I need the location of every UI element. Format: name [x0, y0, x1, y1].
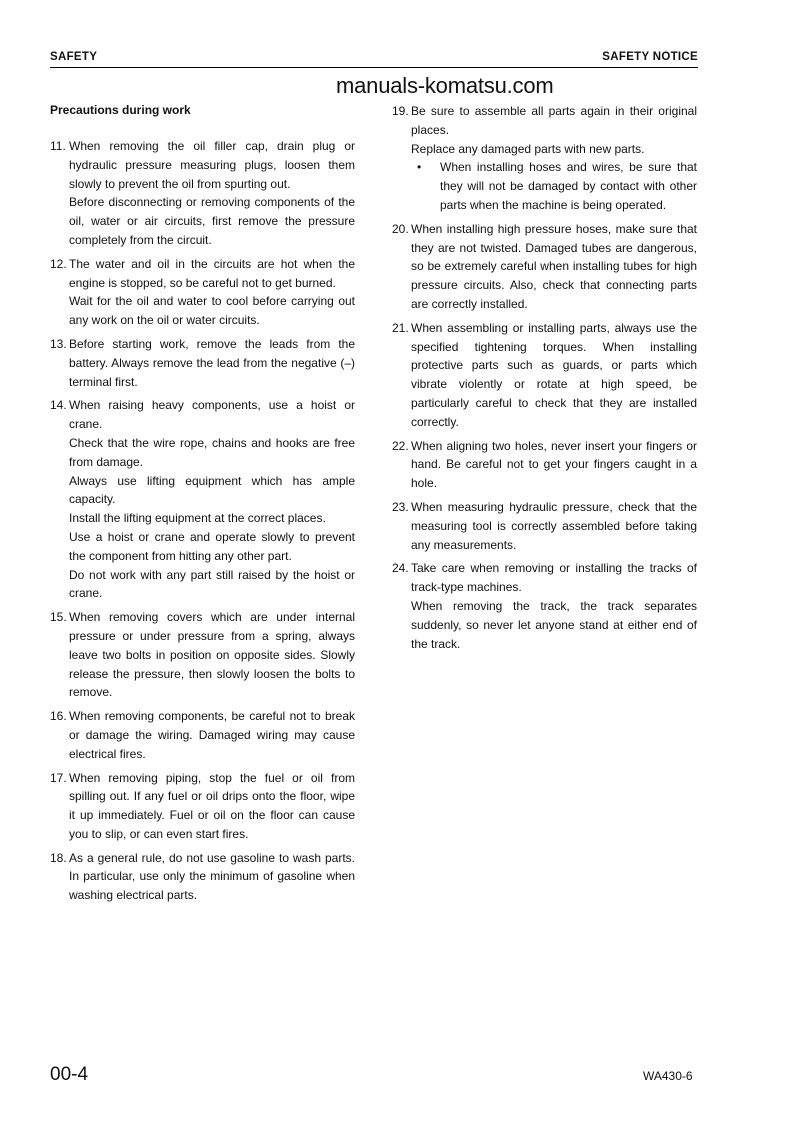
item-paragraph: When measuring hydraulic pressure, check that the measuring tool is correctly assembled before taking any measurements.	[411, 499, 697, 552]
item-number: 22.	[392, 438, 409, 453]
item-number: 18.	[50, 850, 67, 865]
section-heading: Precautions during work	[50, 103, 191, 117]
item-paragraph: Wait for the oil and water to cool before carrying out any work on the oil or water circuits.	[69, 294, 355, 328]
bullet-text: When installing hoses and wires, be sure that they will not be damaged by contact with other parts when the machine is being operated.	[440, 160, 697, 212]
item-number: 11.	[50, 139, 66, 153]
right-column	[392, 102, 697, 658]
item-paragraph: Be sure to assemble all parts again in their original places.	[411, 104, 697, 137]
item-paragraph: Do not work with any part still raised by the hoist or crane.	[69, 567, 355, 601]
item-paragraph: Take care when removing or installing the tracks of track-type machines.	[411, 561, 697, 595]
model-number: WA430-6	[643, 1069, 693, 1083]
item-number: 21.	[392, 320, 409, 335]
item-number: 12.	[50, 256, 67, 271]
list-item	[50, 707, 355, 763]
item-paragraph: Replace any damaged parts with new parts.	[411, 141, 645, 156]
item-paragraph: When aligning two holes, never insert your fingers or hand. Be careful not to get your fingers caught in a hole.	[411, 438, 697, 491]
item-number: 19.	[392, 104, 409, 118]
item-paragraph: When assembling or installing parts, always use the specified tightening torques. When installing protective parts such as guards, or parts which vibrate violently or rotate at high speed, be particularly careful to check that they are installed correctly.	[411, 320, 697, 429]
item-paragraph: Check that the wire rope, chains and hooks are free from damage.	[69, 435, 355, 469]
list-item	[392, 437, 697, 493]
list-item	[392, 559, 697, 653]
item-paragraph: Install the lifting equipment at the correct places.	[69, 511, 326, 526]
list-item	[50, 608, 355, 702]
list-item	[50, 137, 355, 250]
item-number: 13.	[50, 336, 67, 351]
list-item	[392, 220, 697, 314]
item-paragraph: When removing components, be careful not to break or damage the wiring. Damaged wiring may cause electrical fires.	[69, 709, 355, 761]
list-item	[50, 396, 355, 603]
header-chapter-title: SAFETY NOTICE	[602, 51, 698, 63]
list-item	[392, 498, 697, 554]
item-paragraph: Use a hoist or crane and operate slowly to prevent the component from hitting any other part.	[69, 529, 355, 563]
page-number: 00-4	[50, 1064, 89, 1085]
item-paragraph: Before disconnecting or removing components of the oil, water or air circuits, first remove the pressure completely from the circuit.	[69, 195, 355, 247]
list-item	[50, 769, 355, 844]
item-number: 17.	[50, 770, 67, 785]
item-paragraph: When removing the track, the track separates suddenly, so never let anyone stand at either end of the track.	[411, 598, 697, 651]
item-number: 16.	[50, 709, 67, 724]
item-paragraph: When installing high pressure hoses, make sure that they are not twisted. Damaged tubes are dangerous, so be extremely careful when installing tubes for high pressure circuits. Also, check that connecting parts are correctly installed.	[411, 221, 697, 311]
bullet-item	[411, 158, 697, 214]
item-paragraph: Always use lifting equipment which has ample capacity.	[69, 473, 355, 507]
list-item	[50, 255, 355, 330]
bullet-icon: •	[417, 160, 422, 175]
item-paragraph: When removing covers which are under internal pressure or under pressure from a spring, always leave two bolts in position on opposite sides. Slowly release the pressure, then slowly loosen the bolts to remove.	[69, 610, 355, 700]
list-item	[50, 335, 355, 391]
list-item	[392, 102, 697, 215]
item-paragraph: When raising heavy components, use a hoist or crane.	[69, 398, 355, 432]
item-paragraph: When removing piping, stop the fuel or oil from spilling out. If any fuel or oil drips onto the floor, wipe it up immediately. Fuel or oil on the floor can cause you to slip, or can even start fires.	[69, 770, 355, 841]
item-paragraph: When removing the oil filler cap, drain plug or hydraulic pressure measuring plugs, loosen them slowly to prevent the oil from spurting out.	[69, 139, 355, 191]
item-number: 15.	[50, 610, 67, 625]
item-paragraph: Before starting work, remove the leads from the battery. Always remove the lead from the negative (–) terminal first.	[69, 336, 355, 389]
list-item	[50, 849, 355, 905]
item-paragraph: The water and oil in the circuits are hot when the engine is stopped, so be careful not to get burned.	[69, 256, 355, 290]
item-number: 23.	[392, 499, 409, 514]
item-number: 14.	[50, 398, 67, 413]
item-paragraph: As a general rule, do not use gasoline to wash parts. In particular, use only the minimum of gasoline when washing electrical parts.	[69, 850, 355, 903]
header-section-title: SAFETY	[50, 51, 98, 63]
list-item	[392, 319, 697, 432]
watermark: manuals-komatsu.com	[336, 73, 554, 98]
item-number: 24.	[392, 561, 409, 576]
item-number: 20.	[392, 221, 409, 236]
header-rule	[50, 67, 698, 68]
left-column	[50, 137, 355, 910]
